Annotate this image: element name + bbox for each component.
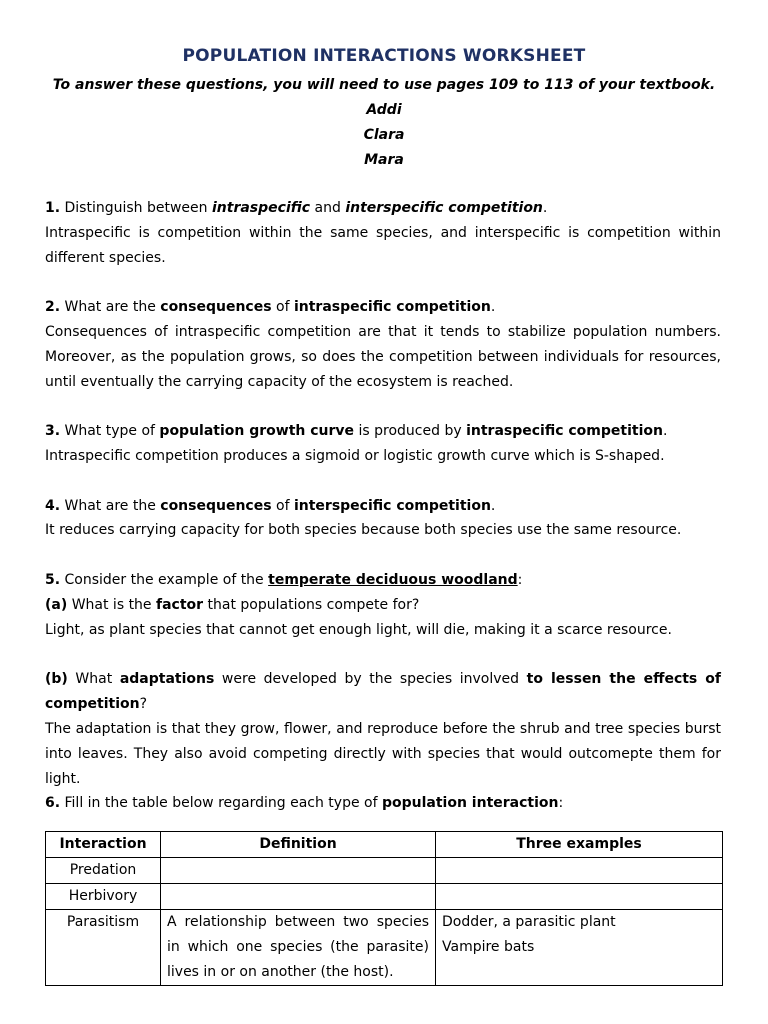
question-1: 1. Distinguish between intraspecific and interspecific competition. [45, 200, 548, 216]
question-2: 2. What are the consequences of intraspecific competition. [45, 299, 496, 315]
question-5b: (b) What adaptations were developed by the species involved to lessen the effects of competition? [45, 671, 721, 712]
student-name: Clara [363, 127, 405, 143]
cell-interaction: Parasitism [46, 910, 161, 986]
answer-2: Consequences of intraspecific competition are that it tends to stabilize population numbers. Moreover, as the population grows, so does the competition between individuals for resources, until eventually the carrying capacity of the ecosystem is reached. [45, 324, 721, 390]
cell-interaction: Predation [46, 858, 161, 884]
header-definition: Definition [161, 832, 436, 858]
student-name: Mara [364, 152, 404, 168]
answer-4: It reduces carrying capacity for both species because both species use the same resource. [45, 522, 682, 538]
answer-1: Intraspecific is competition within the same species, and interspecific is competition within different species. [45, 225, 721, 266]
question-6: 6. Fill in the table below regarding each type of population interaction: [45, 795, 564, 811]
student-name: Addi [366, 102, 402, 118]
answer-5a: Light, as plant species that cannot get enough light, will die, making it a scarce resource. [45, 622, 672, 638]
table-row [46, 858, 723, 884]
cell-definition[interactable] [161, 884, 436, 910]
answer-3: Intraspecific competition produces a sigmoid or logistic growth curve which is S-shaped. [45, 448, 665, 464]
example-item: Vampire bats [442, 939, 535, 955]
question-3: 3. What type of population growth curve is produced by intraspecific competition. [45, 423, 668, 439]
question-5a: (a) What is the factor that populations compete for? [45, 597, 420, 613]
question-number: 3. [45, 423, 61, 439]
question-4: 4. What are the consequences of interspecific competition. [45, 498, 496, 514]
header-interaction: Interaction [46, 832, 161, 858]
cell-definition[interactable] [161, 858, 436, 884]
cell-examples[interactable] [436, 910, 723, 986]
question-number: 6. [45, 795, 61, 811]
cell-examples[interactable] [436, 884, 723, 910]
question-number: 5. [45, 572, 61, 588]
question-5: 5. Consider the example of the temperate deciduous woodland: [45, 572, 523, 588]
example-item: Dodder, a parasitic plant [442, 914, 616, 930]
table-row [46, 910, 723, 986]
cell-interaction: Herbivory [46, 884, 161, 910]
question-number: 4. [45, 498, 61, 514]
table-header-row [46, 832, 723, 858]
cell-examples[interactable] [436, 858, 723, 884]
instruction: To answer these questions, you will need to use pages 109 to 113 of your textbook. [52, 77, 716, 93]
page-title: POPULATION INTERACTIONS WORKSHEET [182, 46, 586, 66]
question-number: 2. [45, 299, 61, 315]
header-examples: Three examples [436, 832, 723, 858]
question-number: 1. [45, 200, 61, 216]
interactions-table [45, 831, 723, 986]
cell-definition[interactable]: A relationship between two species in which one species (the parasite) lives in or on another (the host). [161, 910, 436, 986]
answer-5b: The adaptation is that they grow, flower, and reproduce before the shrub and tree species burst into leaves. They also avoid competing directly with species that would outcomepte them for light. [45, 721, 721, 787]
table-row [46, 884, 723, 910]
